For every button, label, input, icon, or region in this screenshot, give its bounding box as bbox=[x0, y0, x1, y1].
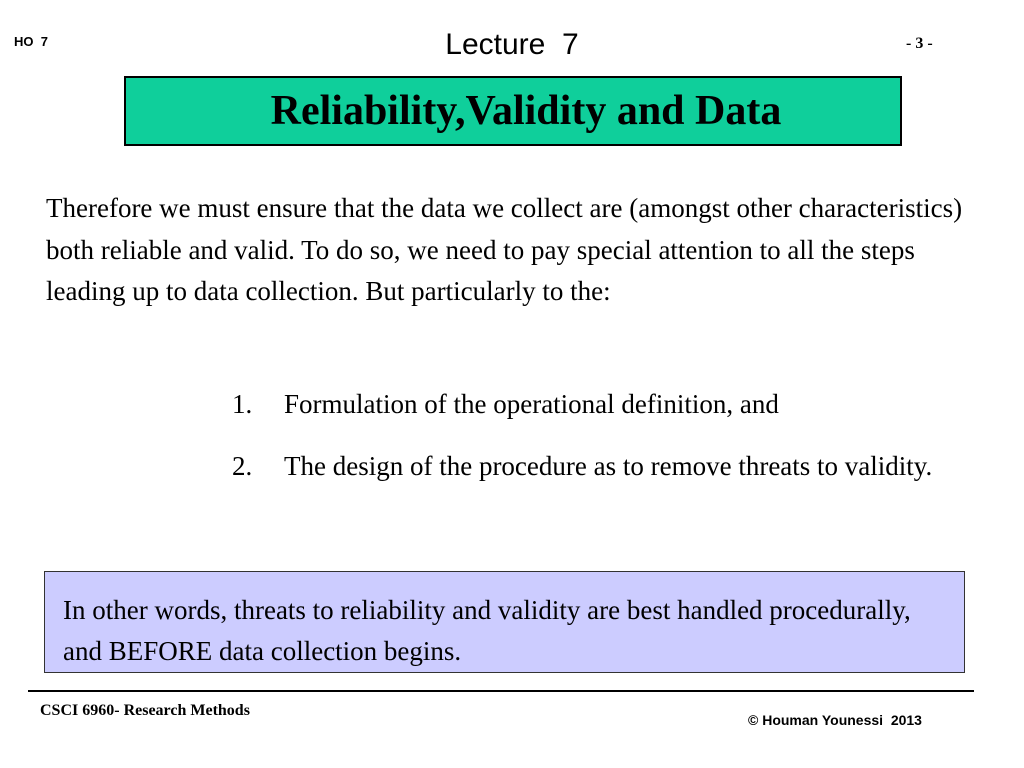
list-item bbox=[232, 384, 952, 424]
list-item-text: The design of the procedure as to remove threats to validity. bbox=[284, 451, 933, 481]
course-label: CSCI 6960- Research Methods bbox=[40, 702, 250, 719]
title-banner bbox=[124, 76, 902, 146]
list-item-number: 2. bbox=[232, 451, 253, 481]
list-item-number: 1. bbox=[232, 389, 253, 419]
list-item-text: Formulation of the operational definition, and bbox=[284, 389, 779, 419]
handout-label: HO 7 bbox=[14, 34, 48, 49]
footer-divider bbox=[28, 690, 974, 692]
page-number: - 3 - bbox=[906, 35, 933, 52]
note-text: In other words, threats to reliability and validity are best handled procedurally, and BEFORE data collection begins. bbox=[63, 595, 911, 666]
slide-title: Reliability,Validity and Data bbox=[270, 88, 782, 134]
copyright-notice: © Houman Younessi 2013 bbox=[748, 712, 922, 728]
numbered-list bbox=[232, 384, 952, 508]
lecture-heading: Lecture 7 bbox=[445, 28, 579, 61]
list-item bbox=[232, 446, 952, 486]
intro-paragraph: Therefore we must ensure that the data we collect are (amongst other characteristics) both reliable and valid. To do so, we need to pay special attention to all the steps leading up to data collection. But particularly to the: bbox=[46, 193, 963, 306]
note-box bbox=[44, 571, 965, 673]
